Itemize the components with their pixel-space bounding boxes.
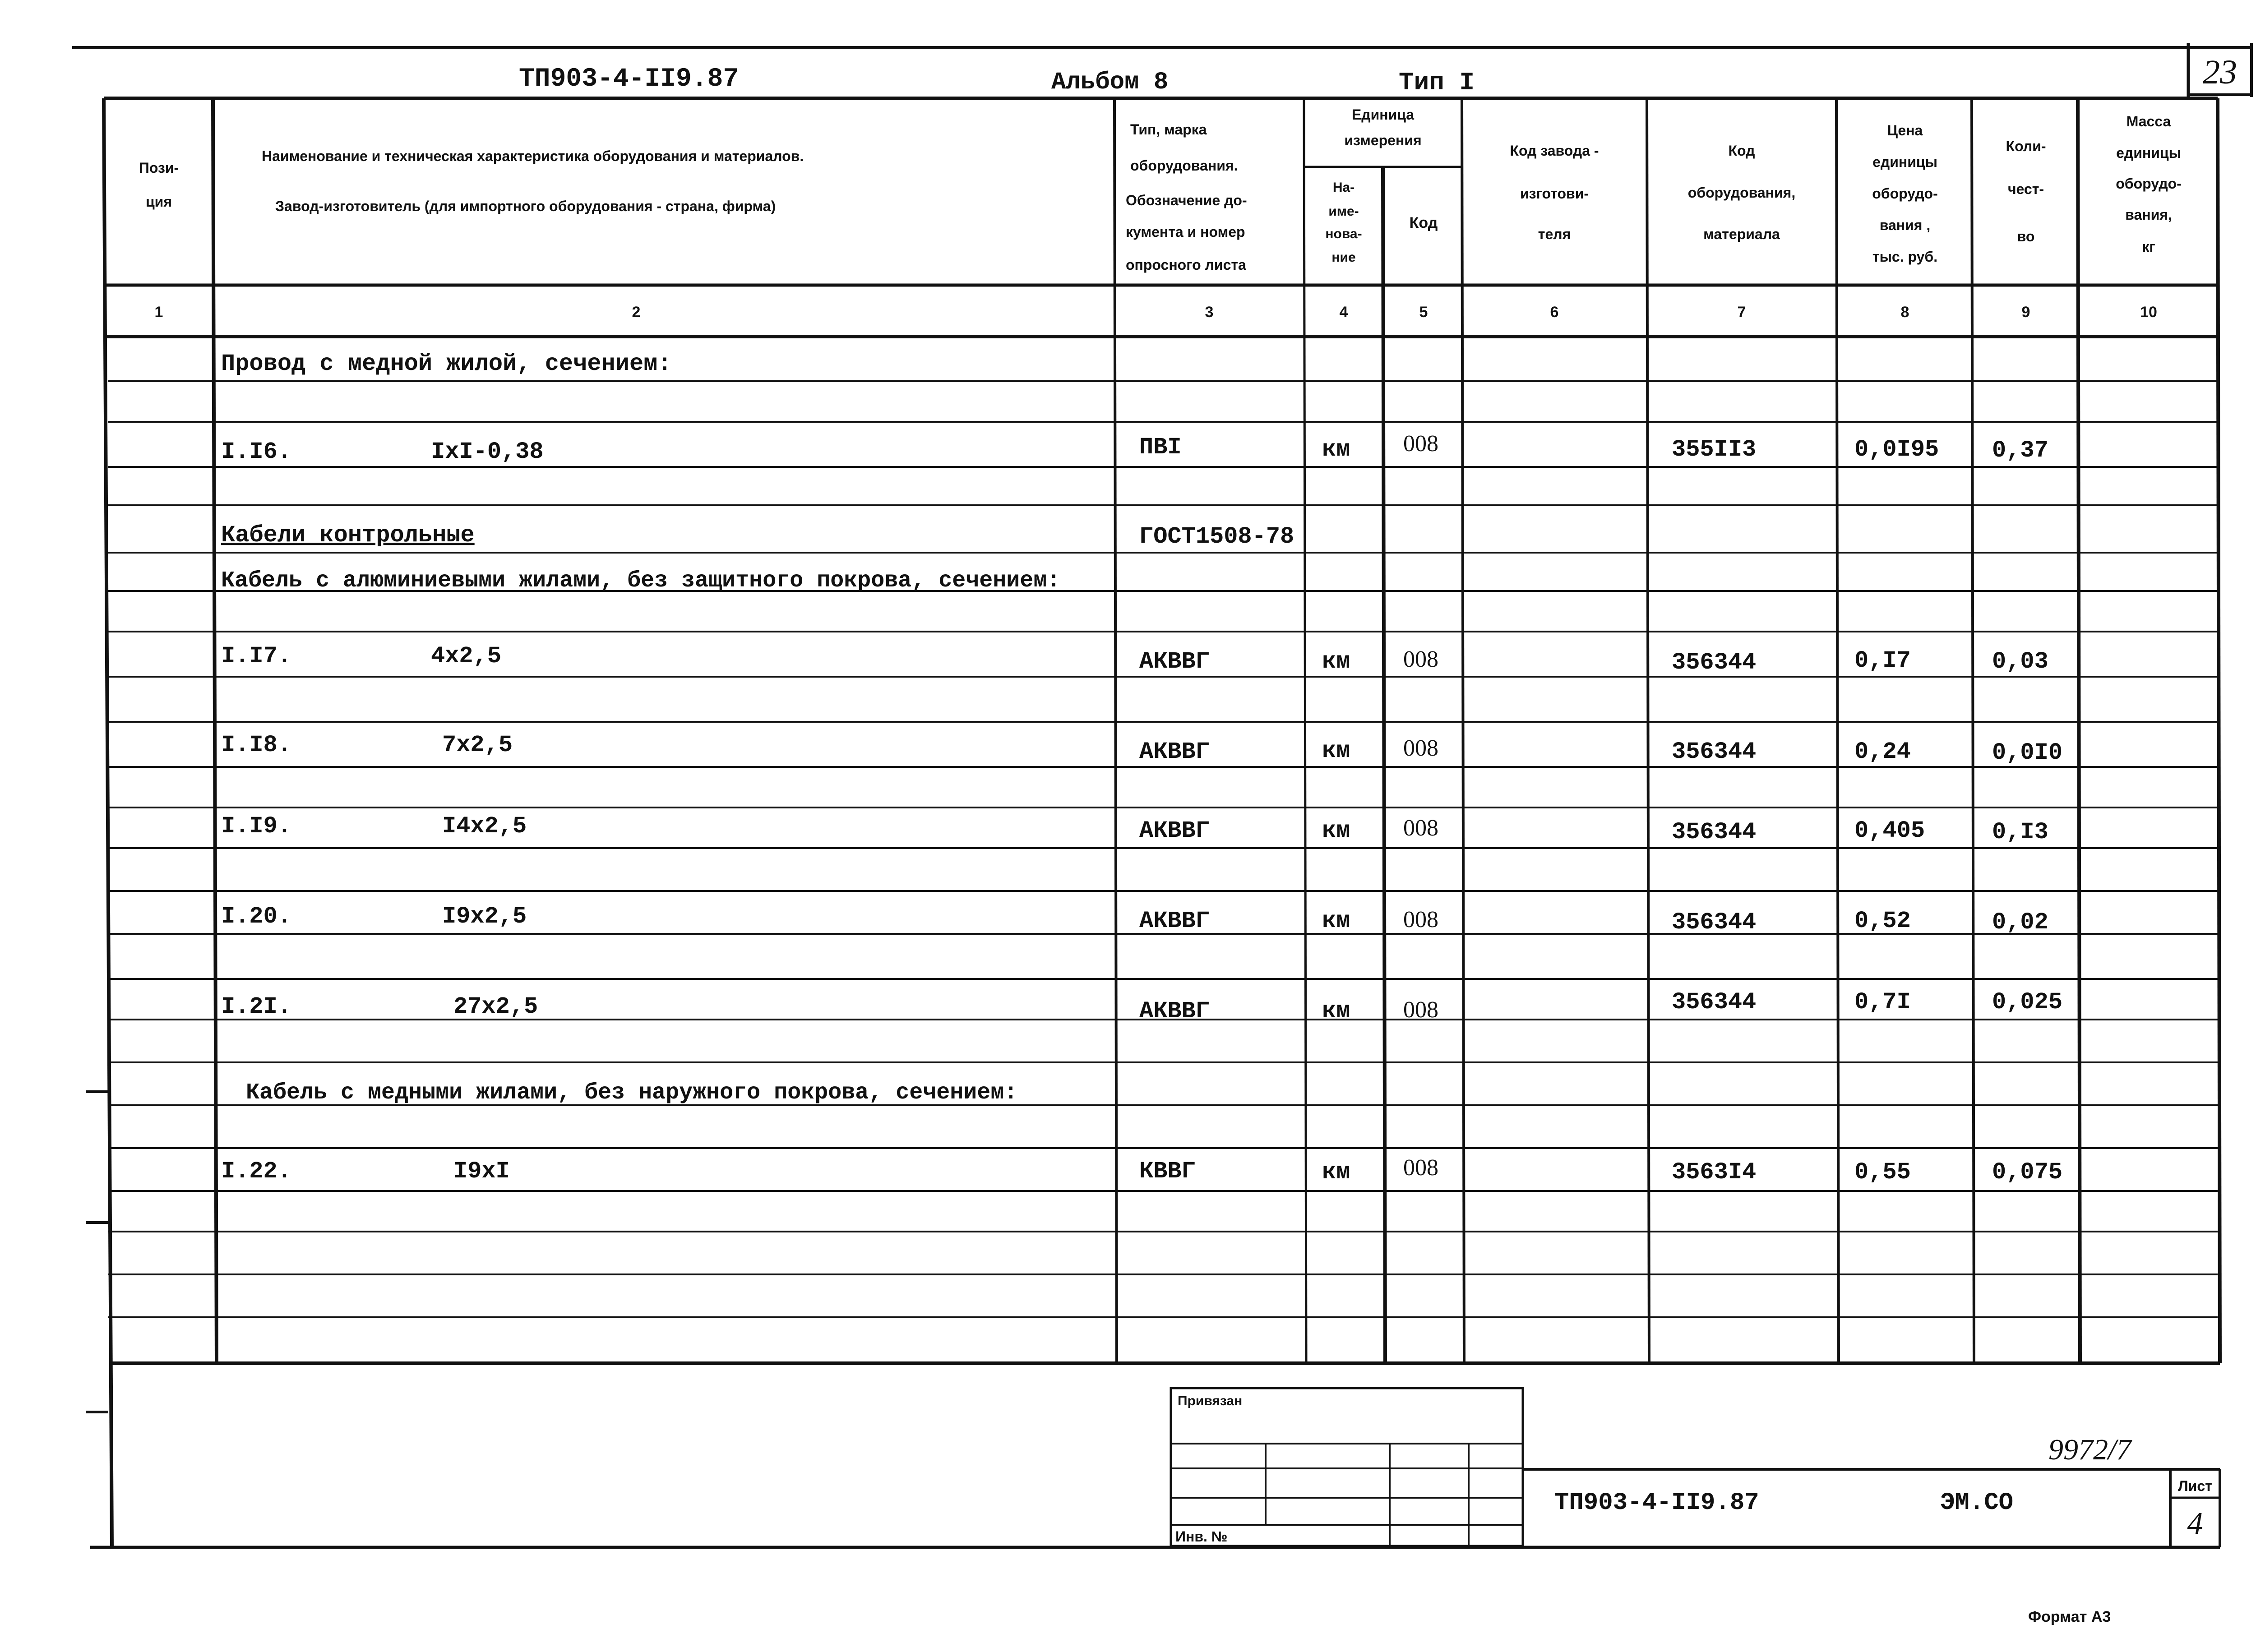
stamp-mark: ЭМ.СО: [1940, 1489, 2014, 1517]
svg-text:4x2,5: 4x2,5: [431, 643, 502, 669]
svg-text:АКВВГ: АКВВГ: [1139, 738, 1210, 765]
svg-text:измерения: измерения: [1344, 132, 1422, 148]
svg-text:356344: 356344: [1672, 819, 1757, 845]
svg-text:Единица: Единица: [1351, 106, 1415, 123]
svg-text:име-: име-: [1328, 204, 1359, 219]
svg-text:0,0I0: 0,0I0: [1992, 739, 2063, 766]
list-number: 4: [2187, 1506, 2203, 1541]
svg-text:АКВВГ: АКВВГ: [1139, 648, 1210, 675]
svg-text:355II3: 355II3: [1672, 436, 1757, 463]
table-row: [221, 431, 2048, 465]
table-row: [221, 813, 2048, 845]
svg-text:008: 008: [1403, 815, 1438, 841]
svg-text:км: км: [1322, 1159, 1350, 1186]
svg-text:I.I6.: I.I6.: [221, 438, 292, 465]
svg-text:опросного листа: опросного листа: [1126, 257, 1246, 273]
svg-text:008: 008: [1403, 1155, 1438, 1181]
svg-text:нова-: нова-: [1325, 226, 1362, 241]
table-row: [221, 903, 2048, 936]
svg-text:АКВВГ: АКВВГ: [1139, 817, 1210, 844]
unit-group-header: [1344, 106, 1421, 148]
svg-text:0,37: 0,37: [1992, 437, 2048, 464]
svg-text:материала: материала: [1703, 226, 1780, 242]
svg-text:008: 008: [1403, 646, 1438, 672]
svg-text:I.I7.: I.I7.: [221, 643, 292, 669]
svg-text:Обозначение до-: Обозначение до-: [1126, 192, 1247, 208]
svg-text:5: 5: [1419, 304, 1428, 321]
svg-text:I.20.: I.20.: [221, 903, 292, 930]
svg-text:теля: теля: [1538, 226, 1571, 242]
svg-text:ние: ние: [1331, 250, 1356, 265]
svg-text:тыс. руб.: тыс. руб.: [1872, 249, 1938, 265]
svg-text:I.I8.: I.I8.: [221, 732, 292, 758]
svg-text:Тип, марка: Тип, марка: [1130, 121, 1207, 138]
svg-text:8: 8: [1900, 304, 1909, 321]
svg-text:изготови-: изготови-: [1520, 185, 1589, 202]
svg-text:км: км: [1322, 908, 1350, 934]
svg-text:0,025: 0,025: [1992, 989, 2063, 1015]
svg-text:кг: кг: [2142, 239, 2155, 255]
svg-text:6: 6: [1550, 304, 1559, 321]
section-heading: Кабели контрольные: [221, 522, 475, 549]
svg-text:10: 10: [2140, 304, 2157, 321]
column-1-header: [139, 160, 179, 210]
svg-text:I9xI: I9xI: [453, 1158, 510, 1185]
svg-text:вания,: вания,: [2125, 207, 2172, 223]
svg-text:оборудо-: оборудо-: [2116, 175, 2182, 192]
svg-text:7x2,5: 7x2,5: [442, 732, 513, 758]
page-number: 23: [2203, 53, 2237, 91]
svg-text:Цена: Цена: [1887, 122, 1923, 138]
svg-text:км: км: [1322, 998, 1350, 1024]
svg-text:0,I7: 0,I7: [1854, 647, 1911, 674]
svg-text:Код: Код: [1728, 143, 1755, 159]
svg-text:оборудо-: оборудо-: [1872, 185, 1938, 202]
column-3-header: [1126, 121, 1247, 273]
svg-text:4: 4: [1339, 304, 1348, 321]
svg-text:IxI-0,38: IxI-0,38: [431, 438, 544, 465]
svg-text:0,0I95: 0,0I95: [1854, 436, 1939, 463]
svg-text:I.2I.: I.2I.: [221, 993, 292, 1020]
column-4-header: [1325, 180, 1362, 265]
column-6-header: [1510, 143, 1599, 242]
table-row: [221, 643, 2048, 676]
svg-text:км: км: [1322, 436, 1350, 463]
svg-text:0,02: 0,02: [1992, 909, 2048, 936]
svg-text:оборудования.: оборудования.: [1130, 157, 1238, 174]
svg-text:3: 3: [1205, 304, 1214, 321]
header-doc-code: ТП903-4-II9.87: [519, 65, 739, 94]
svg-text:единицы: единицы: [1872, 154, 1937, 170]
section-heading: Кабель с алюминиевыми жилами, без защитного покрова, сечением:: [221, 568, 1061, 594]
svg-text:Код завода -: Код завода -: [1510, 143, 1599, 159]
svg-text:Наименование и техническая хар: Наименование и техническая характеристика оборудования и материалов.: [262, 148, 804, 164]
svg-text:356344: 356344: [1672, 989, 1757, 1015]
svg-text:27x2,5: 27x2,5: [453, 993, 538, 1020]
svg-text:356344: 356344: [1672, 909, 1757, 936]
svg-text:356344: 356344: [1672, 738, 1757, 765]
column-5-header: Код: [1409, 214, 1438, 231]
svg-text:На-: На-: [1332, 180, 1355, 195]
column-2-header: [262, 148, 804, 214]
svg-text:Масса: Масса: [2126, 113, 2171, 129]
svg-text:008: 008: [1403, 431, 1438, 457]
svg-text:I4x2,5: I4x2,5: [442, 813, 527, 840]
column-9-header: [2006, 138, 2046, 245]
inv-no-label: Инв. №: [1175, 1528, 1228, 1545]
header-album: Альбом 8: [1051, 69, 1169, 96]
svg-text:км: км: [1322, 648, 1350, 675]
svg-text:0,075: 0,075: [1992, 1159, 2063, 1186]
list-label: Лист: [2178, 1478, 2212, 1494]
section-document: ГОСТ1508-78: [1139, 523, 1294, 550]
column-8-header: [1872, 122, 1938, 265]
svg-text:вания ,: вания ,: [1879, 217, 1931, 233]
table-row: [221, 1155, 2062, 1186]
svg-text:ция: ция: [145, 194, 172, 210]
svg-text:КВВГ: КВВГ: [1139, 1158, 1196, 1185]
svg-text:I.I9.: I.I9.: [221, 813, 292, 840]
column-7-header: [1688, 143, 1795, 242]
svg-text:1: 1: [154, 304, 163, 321]
svg-text:008: 008: [1403, 907, 1438, 932]
svg-text:АКВВГ: АКВВГ: [1139, 908, 1210, 934]
svg-text:3563I4: 3563I4: [1672, 1159, 1757, 1186]
svg-text:0,52: 0,52: [1854, 908, 1911, 934]
svg-text:Коли-: Коли-: [2006, 138, 2046, 154]
svg-text:I9x2,5: I9x2,5: [442, 903, 527, 930]
svg-text:0,405: 0,405: [1854, 817, 1925, 844]
svg-text:I.22.: I.22.: [221, 1158, 292, 1185]
svg-text:км: км: [1322, 738, 1350, 764]
svg-text:чест-: чест-: [2007, 181, 2044, 197]
svg-text:0,55: 0,55: [1854, 1159, 1911, 1186]
header-type: Тип I: [1399, 68, 1475, 97]
stamp-doc-code: ТП903-4-II9.87: [1554, 1489, 1759, 1517]
handwritten-number: 9972/7: [2048, 1433, 2131, 1466]
svg-text:оборудования,: оборудования,: [1687, 185, 1796, 201]
svg-text:км: км: [1322, 817, 1350, 844]
svg-text:Завод-изготовитель (для импорт: Завод-изготовитель (для импортного оборудования - страна, фирма): [275, 198, 776, 214]
svg-text:0,24: 0,24: [1854, 738, 1911, 765]
svg-text:кумента и номер: кумента и номер: [1126, 224, 1245, 240]
svg-text:0,I3: 0,I3: [1992, 819, 2048, 845]
svg-text:во: во: [2017, 228, 2035, 245]
svg-text:АКВВГ: АКВВГ: [1139, 998, 1210, 1024]
svg-text:7: 7: [1737, 304, 1746, 321]
svg-text:0,7I: 0,7I: [1854, 989, 1911, 1015]
svg-text:356344: 356344: [1672, 649, 1757, 676]
section-heading: Кабель с медными жилами, без наружного покрова, сечением:: [246, 1080, 1018, 1106]
svg-text:008: 008: [1403, 997, 1438, 1023]
privyazan-label: Привязан: [1178, 1394, 1243, 1408]
title-block: [1171, 1388, 2220, 1547]
svg-text:0,03: 0,03: [1992, 648, 2048, 675]
svg-text:ПВI: ПВI: [1139, 434, 1182, 461]
column-number-row: [155, 304, 2157, 321]
svg-text:2: 2: [632, 304, 641, 321]
table-row: [221, 732, 2062, 766]
format-label: Формат А3: [2028, 1608, 2111, 1625]
svg-text:единицы: единицы: [2116, 145, 2181, 161]
svg-text:008: 008: [1403, 735, 1438, 761]
svg-text:9: 9: [2021, 304, 2030, 321]
svg-text:Пози-: Пози-: [139, 160, 179, 176]
section-heading: Провод с медной жилой, сечением:: [221, 351, 672, 377]
column-10-header: [2116, 113, 2182, 255]
